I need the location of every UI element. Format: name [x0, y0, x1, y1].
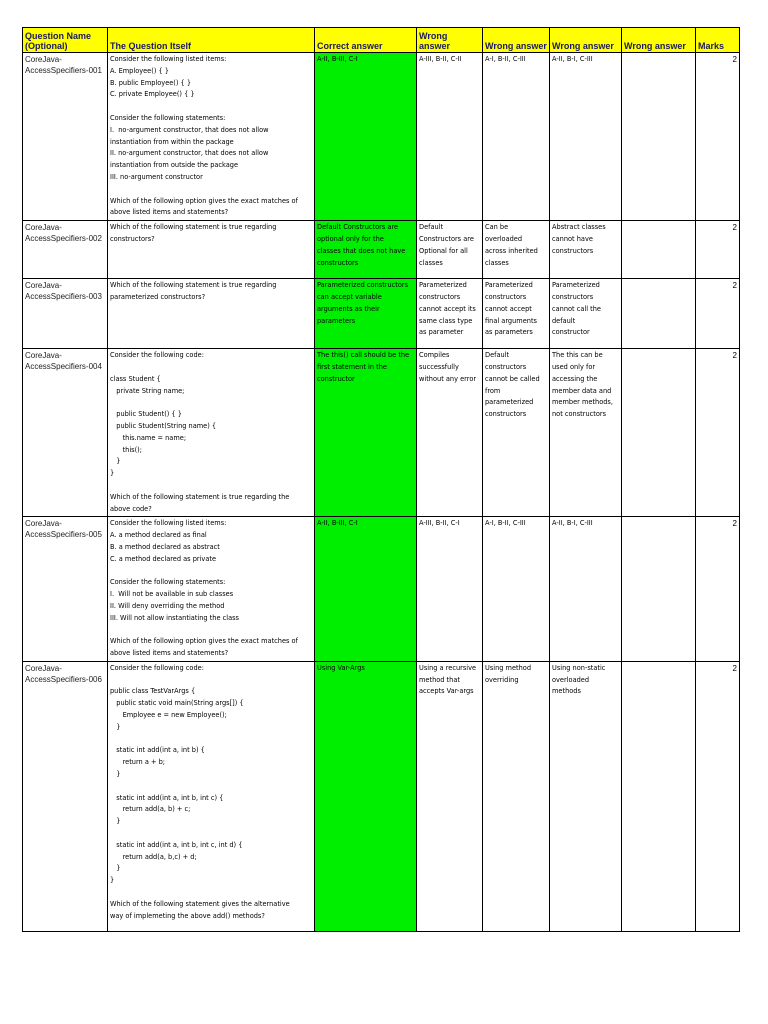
wrong-answer-1-cell: Using a recursive method that accepts Var-args	[417, 661, 483, 931]
marks-cell: 2	[696, 661, 740, 931]
question-sheet-table	[22, 27, 740, 932]
header-wrong-answer-1: Wrong answer	[417, 28, 483, 53]
wrong-answer-3-cell: A-II, B-I, C-III	[550, 53, 622, 221]
wrong-answer-3-cell: A-II, B-I, C-III	[550, 517, 622, 662]
question-text-cell: Which of the following statement is true regarding parameterized constructors?	[108, 279, 315, 349]
wrong-answer-4-cell	[622, 349, 696, 517]
wrong-answer-2-cell: A-I, B-II, C-III	[483, 517, 550, 662]
header-row	[23, 28, 740, 53]
question-name-cell: CoreJava-AccessSpecifiers-006	[23, 661, 108, 931]
header-question-name: Question Name (Optional)	[23, 28, 108, 53]
wrong-answer-3-cell: The this can be used only for accessing the member data and member methods, not constructors	[550, 349, 622, 517]
question-name-cell: CoreJava-AccessSpecifiers-004	[23, 349, 108, 517]
header-correct-answer: Correct answer	[315, 28, 417, 53]
question-name-cell: CoreJava-AccessSpecifiers-003	[23, 279, 108, 349]
header-wrong-answer-2: Wrong answer	[483, 28, 550, 53]
header-marks: Marks	[696, 28, 740, 53]
question-name-cell: CoreJava-AccessSpecifiers-001	[23, 53, 108, 221]
wrong-answer-1-cell: A-III, B-II, C-II	[417, 53, 483, 221]
wrong-answer-2-cell: Can be overloaded across inherited classes	[483, 221, 550, 279]
table-row	[23, 661, 740, 931]
wrong-answer-4-cell	[622, 53, 696, 221]
wrong-answer-3-cell: Parameterized constructors cannot call the default constructor	[550, 279, 622, 349]
wrong-answer-2-cell: Parameterized constructors cannot accept final arguments as parameters	[483, 279, 550, 349]
wrong-answer-3-cell: Abstract classes cannot have constructors	[550, 221, 622, 279]
question-text-cell: Consider the following code: class Student { private String name; public Student() { } public Student(String name) { this.name = name; this(); } } Which of the following statement is true regarding the above code?	[108, 349, 315, 517]
wrong-answer-1-cell: Compiles successfully without any error	[417, 349, 483, 517]
correct-answer-cell: Default Constructors are optional only for the classes that does not have constructors	[315, 221, 417, 279]
correct-answer-cell: Using Var-Args	[315, 661, 417, 931]
wrong-answer-1-cell: Default Constructors are Optional for all classes	[417, 221, 483, 279]
wrong-answer-4-cell	[622, 221, 696, 279]
header-question: The Question Itself	[108, 28, 315, 53]
table-row	[23, 53, 740, 221]
header-wrong-answer-4: Wrong answer	[622, 28, 696, 53]
table-row	[23, 349, 740, 517]
correct-answer-cell: A-II, B-III, C-I	[315, 53, 417, 221]
wrong-answer-2-cell: Default constructors cannot be called from parameterized constructors	[483, 349, 550, 517]
table-row	[23, 279, 740, 349]
correct-answer-cell: The this() call should be the first statement in the constructor	[315, 349, 417, 517]
table-row	[23, 221, 740, 279]
question-text-cell: Consider the following listed items: A. Employee() { } B. public Employee() { } C. private Employee() { } Consider the following statements: I. no-argument constructor, that does not allow instantiation from within the package II. no-argument constructor, that does not allow instantiation from outside the package III. no-argument constructor Which of the following option gives the exact matches of above listed items and statements?	[108, 53, 315, 221]
question-name-cell: CoreJava-AccessSpecifiers-002	[23, 221, 108, 279]
marks-cell: 2	[696, 349, 740, 517]
question-name-cell: CoreJava-AccessSpecifiers-005	[23, 517, 108, 662]
marks-cell: 2	[696, 53, 740, 221]
wrong-answer-4-cell	[622, 279, 696, 349]
correct-answer-cell: Parameterized constructors can accept variable arguments as their parameters	[315, 279, 417, 349]
header-wrong-answer-3: Wrong answer	[550, 28, 622, 53]
wrong-answer-1-cell: Parameterized constructors cannot accept its same class type as parameter	[417, 279, 483, 349]
marks-cell: 2	[696, 517, 740, 662]
marks-cell: 2	[696, 279, 740, 349]
wrong-answer-3-cell: Using non-static overloaded methods	[550, 661, 622, 931]
question-text-cell: Consider the following code: public class TestVarArgs { public static void main(String args[]) { Employee e = new Employee(); } static int add(int a, int b) { return a + b; } static int add(int a, int b, int c) { return add(a, b) + c; } static int add(int a, int b, int c, int d) { return add(a, b,c) + d; } } Which of the following statement gives the alternative way of implemeting the above add() methods?	[108, 661, 315, 931]
wrong-answer-4-cell	[622, 661, 696, 931]
question-text-cell: Consider the following listed items: A. a method declared as final B. a method declared as abstract C. a method declared as private Consider the following statements: I. Will not be available in sub classes II. Will deny overriding the method III. Will not allow instantiating the class Which of the following option gives the exact matches of above listed items and statements?	[108, 517, 315, 662]
wrong-answer-2-cell: Using method overriding	[483, 661, 550, 931]
correct-answer-cell: A-II, B-III, C-I	[315, 517, 417, 662]
question-text-cell: Which of the following statement is true regarding constructors?	[108, 221, 315, 279]
wrong-answer-1-cell: A-III, B-II, C-I	[417, 517, 483, 662]
wrong-answer-4-cell	[622, 517, 696, 662]
wrong-answer-2-cell: A-I, B-II, C-III	[483, 53, 550, 221]
marks-cell: 2	[696, 221, 740, 279]
table-row	[23, 517, 740, 662]
